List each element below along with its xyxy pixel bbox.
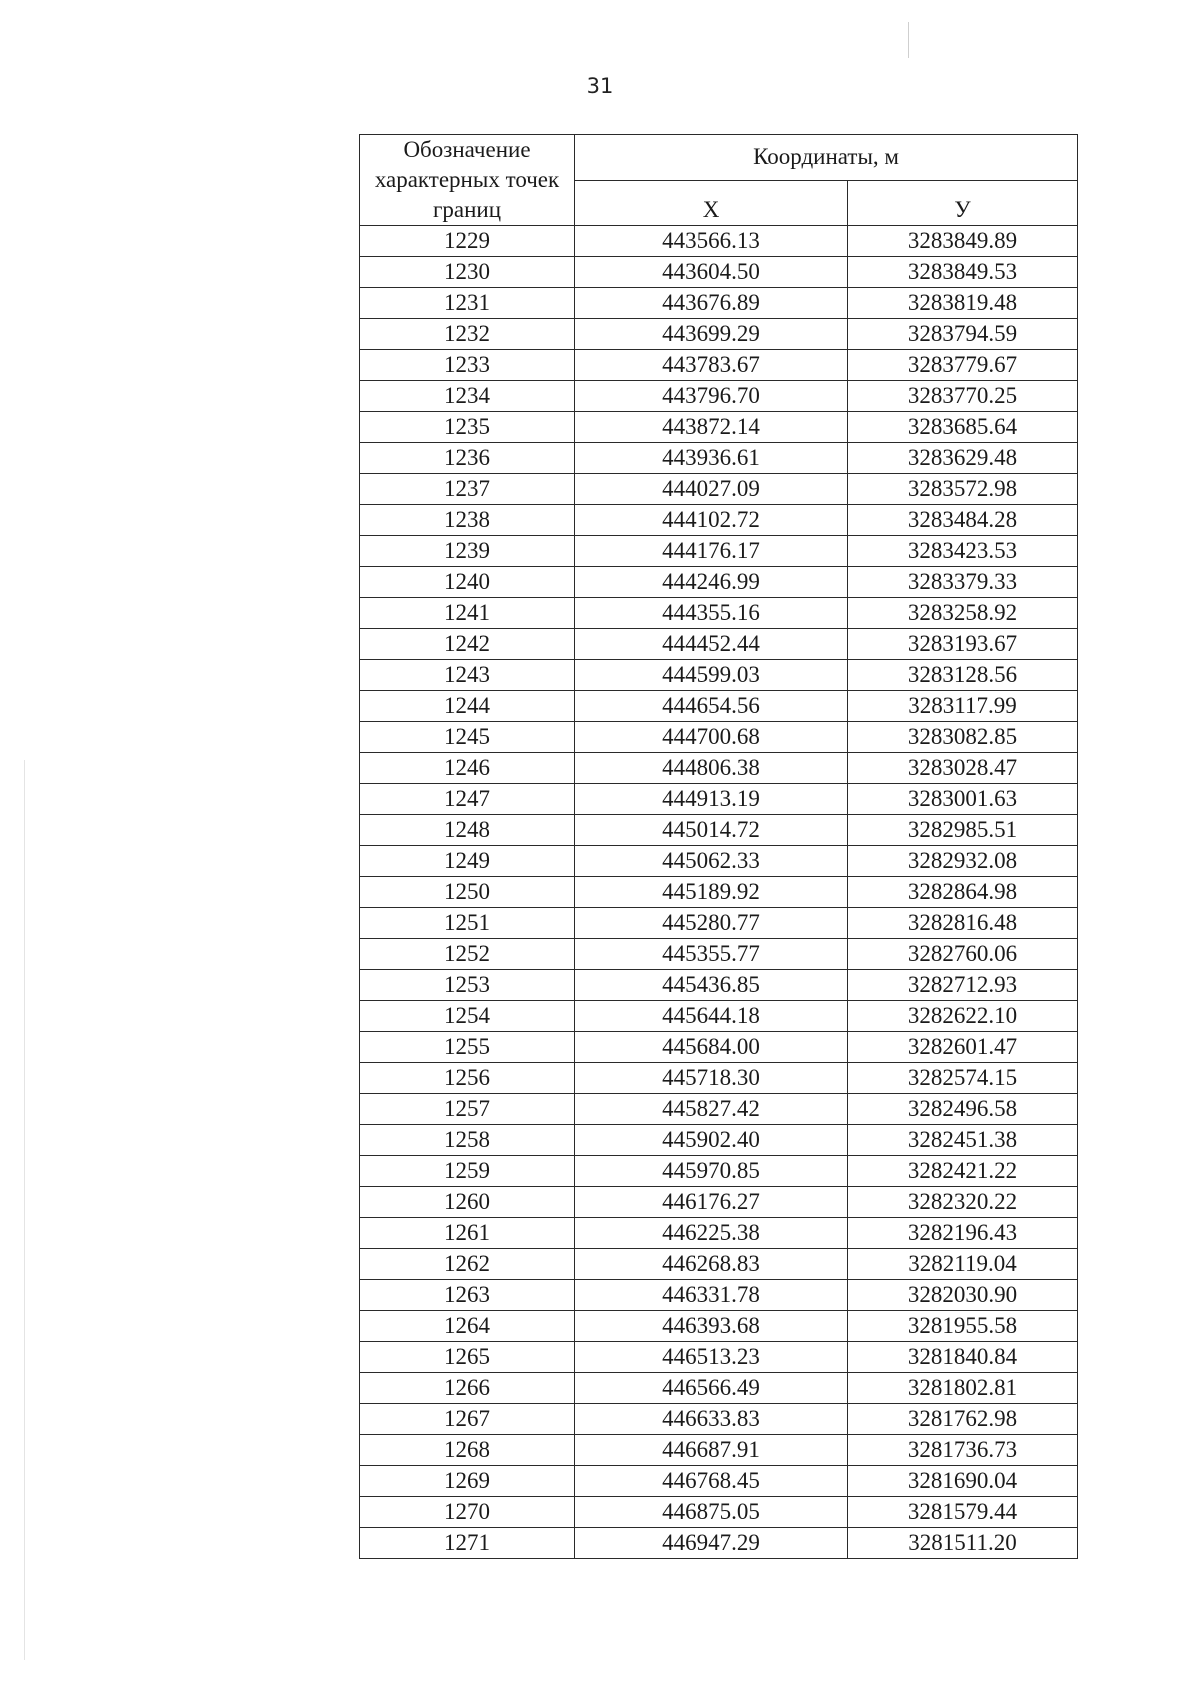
table-row [360,1528,1078,1559]
point-id-cell: 1234 [360,381,575,412]
x-coordinate-cell: 445189.92 [575,877,848,908]
y-coordinate-cell: 3283128.56 [848,660,1078,691]
x-column-header: Х [575,180,848,226]
table-row [360,1497,1078,1528]
y-coordinate-cell: 3282030.90 [848,1280,1078,1311]
y-coordinate-cell: 3282496.58 [848,1094,1078,1125]
y-coordinate-cell: 3283082.85 [848,722,1078,753]
x-coordinate-cell: 445014.72 [575,815,848,846]
y-coordinate-cell: 3281840.84 [848,1342,1078,1373]
point-id-cell: 1269 [360,1466,575,1497]
x-coordinate-cell: 445902.40 [575,1125,848,1156]
y-coordinate-cell: 3281511.20 [848,1528,1078,1559]
point-id-cell: 1250 [360,877,575,908]
table-row [360,784,1078,815]
point-id-cell: 1241 [360,598,575,629]
table-row [360,877,1078,908]
y-coordinate-cell: 3282760.06 [848,939,1078,970]
x-coordinate-cell: 444700.68 [575,722,848,753]
table-row [360,1187,1078,1218]
point-id-cell: 1240 [360,567,575,598]
table-row [360,1218,1078,1249]
x-coordinate-cell: 445644.18 [575,1001,848,1032]
point-id-cell: 1242 [360,629,575,660]
table-row [360,691,1078,722]
point-id-cell: 1231 [360,288,575,319]
point-id-cell: 1248 [360,815,575,846]
y-coordinate-cell: 3282712.93 [848,970,1078,1001]
point-id-cell: 1262 [360,1249,575,1280]
point-id-cell: 1252 [360,939,575,970]
y-coordinate-cell: 3282451.38 [848,1125,1078,1156]
y-coordinate-cell: 3282622.10 [848,1001,1078,1032]
point-id-cell: 1264 [360,1311,575,1342]
x-coordinate-cell: 446393.68 [575,1311,848,1342]
table-row [360,846,1078,877]
table-row [360,226,1078,257]
y-coordinate-cell: 3282119.04 [848,1249,1078,1280]
table-row [360,939,1078,970]
y-coordinate-cell: 3281762.98 [848,1404,1078,1435]
x-coordinate-cell: 445355.77 [575,939,848,970]
x-coordinate-cell: 446513.23 [575,1342,848,1373]
point-id-cell: 1261 [360,1218,575,1249]
x-coordinate-cell: 446268.83 [575,1249,848,1280]
point-id-cell: 1235 [360,412,575,443]
scan-speck [24,760,25,1660]
point-id-cell: 1243 [360,660,575,691]
point-id-cell: 1244 [360,691,575,722]
table-row [360,505,1078,536]
table-row [360,1311,1078,1342]
table-row [360,474,1078,505]
table-row [360,319,1078,350]
table-row [360,536,1078,567]
point-id-cell: 1265 [360,1342,575,1373]
y-coordinate-cell: 3282421.22 [848,1156,1078,1187]
x-coordinate-cell: 445684.00 [575,1032,848,1063]
table-row [360,1125,1078,1156]
x-coordinate-cell: 444355.16 [575,598,848,629]
table-row [360,1094,1078,1125]
y-coordinate-cell: 3282574.15 [848,1063,1078,1094]
table-row [360,1032,1078,1063]
table-row [360,629,1078,660]
table-row [360,598,1078,629]
x-coordinate-cell: 444654.56 [575,691,848,722]
x-coordinate-cell: 444452.44 [575,629,848,660]
table-row [360,1001,1078,1032]
y-coordinate-cell: 3283484.28 [848,505,1078,536]
x-coordinate-cell: 444246.99 [575,567,848,598]
x-coordinate-cell: 445280.77 [575,908,848,939]
table-row [360,815,1078,846]
page-number: 31 [586,74,614,98]
point-id-cell: 1268 [360,1435,575,1466]
point-id-cell: 1254 [360,1001,575,1032]
point-id-cell: 1233 [360,350,575,381]
table-row [360,1404,1078,1435]
x-coordinate-cell: 444102.72 [575,505,848,536]
x-coordinate-cell: 445827.42 [575,1094,848,1125]
point-id-cell: 1257 [360,1094,575,1125]
x-coordinate-cell: 446768.45 [575,1466,848,1497]
y-coordinate-cell: 3282320.22 [848,1187,1078,1218]
table-row [360,443,1078,474]
y-coordinate-cell: 3283572.98 [848,474,1078,505]
x-coordinate-cell: 443783.67 [575,350,848,381]
y-coordinate-cell: 3281736.73 [848,1435,1078,1466]
point-id-cell: 1263 [360,1280,575,1311]
x-coordinate-cell: 444806.38 [575,753,848,784]
point-id-cell: 1236 [360,443,575,474]
table-row [360,660,1078,691]
x-coordinate-cell: 446947.29 [575,1528,848,1559]
table-row [360,1466,1078,1497]
x-coordinate-cell: 444599.03 [575,660,848,691]
point-id-cell: 1251 [360,908,575,939]
x-coordinate-cell: 443936.61 [575,443,848,474]
x-coordinate-cell: 443699.29 [575,319,848,350]
y-coordinate-cell: 3283193.67 [848,629,1078,660]
x-coordinate-cell: 446875.05 [575,1497,848,1528]
coordinates-header: Координаты, м [575,135,1078,181]
table-row [360,350,1078,381]
y-coordinate-cell: 3283770.25 [848,381,1078,412]
x-coordinate-cell: 446176.27 [575,1187,848,1218]
point-id-cell: 1249 [360,846,575,877]
x-coordinate-cell: 443566.13 [575,226,848,257]
point-id-cell: 1266 [360,1373,575,1404]
coordinates-table [359,134,1078,1559]
point-id-cell: 1258 [360,1125,575,1156]
y-coordinate-cell: 3281955.58 [848,1311,1078,1342]
table-row [360,381,1078,412]
y-coordinate-cell: 3283423.53 [848,536,1078,567]
table-row [360,1435,1078,1466]
table-row [360,412,1078,443]
point-id-cell: 1237 [360,474,575,505]
table-row [360,1063,1078,1094]
point-id-cell: 1255 [360,1032,575,1063]
point-id-cell: 1238 [360,505,575,536]
y-coordinate-cell: 3281579.44 [848,1497,1078,1528]
y-coordinate-cell: 3282196.43 [848,1218,1078,1249]
y-coordinate-cell: 3283849.89 [848,226,1078,257]
y-coordinate-cell: 3283001.63 [848,784,1078,815]
x-coordinate-cell: 446225.38 [575,1218,848,1249]
x-coordinate-cell: 445970.85 [575,1156,848,1187]
y-coordinate-cell: 3283779.67 [848,350,1078,381]
point-id-cell: 1267 [360,1404,575,1435]
point-id-cell: 1239 [360,536,575,567]
table-row [360,257,1078,288]
y-coordinate-cell: 3283629.48 [848,443,1078,474]
y-coordinate-cell: 3283028.47 [848,753,1078,784]
x-coordinate-cell: 443796.70 [575,381,848,412]
x-coordinate-cell: 445436.85 [575,970,848,1001]
table-header [360,135,1078,226]
point-id-cell: 1260 [360,1187,575,1218]
x-coordinate-cell: 446687.91 [575,1435,848,1466]
y-coordinate-cell: 3283117.99 [848,691,1078,722]
point-id-cell: 1229 [360,226,575,257]
y-coordinate-cell: 3283819.48 [848,288,1078,319]
point-id-cell: 1246 [360,753,575,784]
table-row [360,908,1078,939]
table-row [360,288,1078,319]
table-row [360,1156,1078,1187]
y-column-header: У [848,180,1078,226]
y-coordinate-cell: 3283849.53 [848,257,1078,288]
y-coordinate-cell: 3281802.81 [848,1373,1078,1404]
y-coordinate-cell: 3282601.47 [848,1032,1078,1063]
x-coordinate-cell: 444913.19 [575,784,848,815]
point-id-cell: 1230 [360,257,575,288]
point-id-cell: 1232 [360,319,575,350]
x-coordinate-cell: 446566.49 [575,1373,848,1404]
table-row [360,1280,1078,1311]
y-coordinate-cell: 3283379.33 [848,567,1078,598]
point-id-cell: 1271 [360,1528,575,1559]
y-coordinate-cell: 3283258.92 [848,598,1078,629]
y-coordinate-cell: 3282932.08 [848,846,1078,877]
y-coordinate-cell: 3282985.51 [848,815,1078,846]
x-coordinate-cell: 445718.30 [575,1063,848,1094]
x-coordinate-cell: 443676.89 [575,288,848,319]
x-coordinate-cell: 444176.17 [575,536,848,567]
x-coordinate-cell: 443872.14 [575,412,848,443]
y-coordinate-cell: 3282864.98 [848,877,1078,908]
table-row [360,1342,1078,1373]
x-coordinate-cell: 446331.78 [575,1280,848,1311]
x-coordinate-cell: 444027.09 [575,474,848,505]
table-row [360,970,1078,1001]
y-coordinate-cell: 3282816.48 [848,908,1078,939]
x-coordinate-cell: 443604.50 [575,257,848,288]
table-row [360,1373,1078,1404]
table-row [360,567,1078,598]
x-coordinate-cell: 446633.83 [575,1404,848,1435]
point-id-cell: 1270 [360,1497,575,1528]
y-coordinate-cell: 3281690.04 [848,1466,1078,1497]
y-coordinate-cell: 3283794.59 [848,319,1078,350]
x-coordinate-cell: 445062.33 [575,846,848,877]
table-row [360,753,1078,784]
point-id-cell: 1253 [360,970,575,1001]
table-row [360,722,1078,753]
point-id-cell: 1256 [360,1063,575,1094]
table-body [360,226,1078,1559]
scan-speck [908,22,909,58]
y-coordinate-cell: 3283685.64 [848,412,1078,443]
point-id-cell: 1259 [360,1156,575,1187]
point-id-cell: 1245 [360,722,575,753]
point-id-cell: 1247 [360,784,575,815]
point-designation-header: Обозначение характерных точек границ [360,135,575,226]
table-row [360,1249,1078,1280]
